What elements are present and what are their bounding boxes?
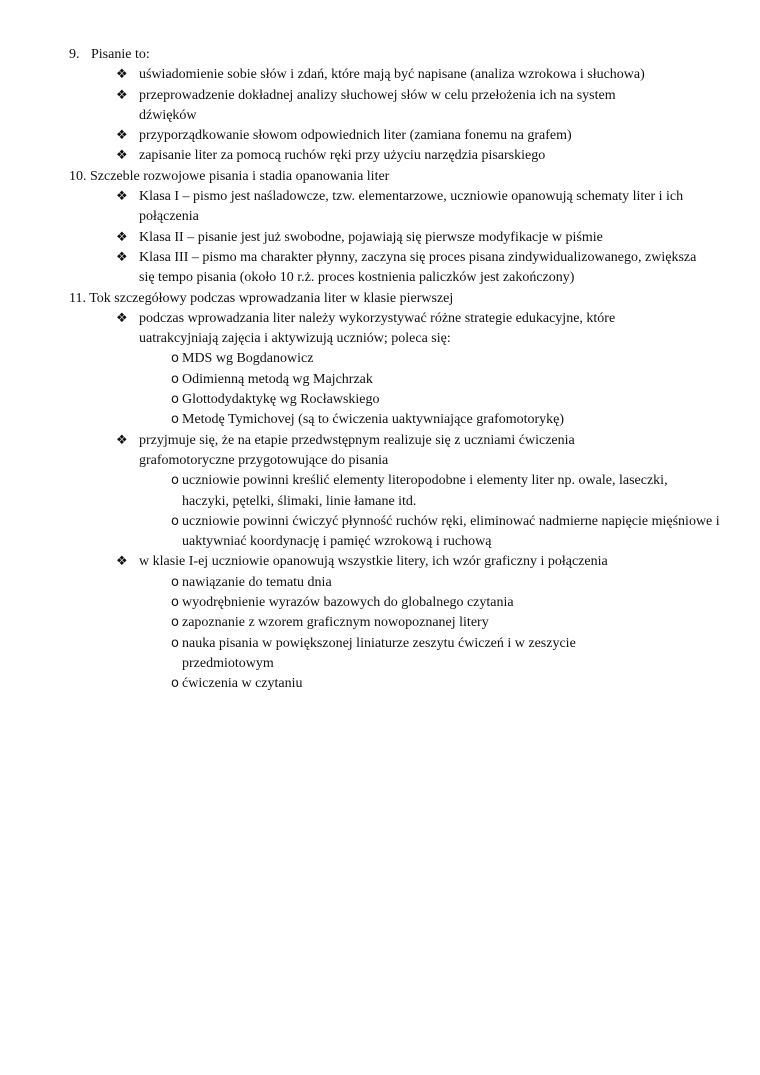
diamond-bullet-icon: ❖	[116, 554, 128, 570]
section-9	[0, 45, 760, 65]
section-title	[0, 289, 760, 309]
circle-bullet-icon: o	[171, 371, 179, 387]
sub-list-item-text: Glottodydaktykę wg Rocławskiego	[182, 392, 380, 408]
diamond-bullet-icon: ❖	[116, 148, 128, 164]
diamond-bullet-icon: ❖	[116, 229, 128, 245]
document-body	[0, 45, 760, 695]
list-item	[0, 65, 760, 85]
list-item	[0, 146, 760, 166]
list-item	[0, 552, 760, 572]
circle-bullet-icon: o	[171, 473, 179, 489]
diamond-bullet-icon: ❖	[116, 128, 128, 144]
list-item	[0, 431, 760, 472]
list-item-text: przyjmuje się, że na etapie przedwstępnym realizuje się z uczniami ćwiczenia grafomotoryczne przygotowujące do pisania	[139, 432, 575, 468]
sub-list-item-text: nawiązanie do tematu dnia	[182, 574, 332, 590]
circle-bullet-icon: o	[171, 595, 179, 611]
sub-list-item	[0, 370, 760, 390]
sub-list-item-text: Odimienną metodą wg Majchrzak	[182, 371, 373, 387]
diamond-bullet-icon: ❖	[116, 310, 128, 326]
list-item-text: przeprowadzenie dokładnej analizy słuchowej słów w celu przełożenia ich na system dźwięków	[139, 87, 616, 123]
sub-list-item-text: ćwiczenia w czytaniu	[182, 676, 303, 692]
section-number: 11.	[69, 290, 86, 306]
sub-list-item-text: uczniowie powinni ćwiczyć płynność ruchów ręki, eliminować nadmierne napięcie mięśniowe i uaktywniać koordynację i pamięć wzrokową i ruchową	[182, 513, 720, 550]
section-title-text: Szczeble rozwojowe pisania i stadia opanowania liter	[90, 168, 390, 184]
list-item-text: Klasa III – pismo ma charakter płynny, zaczyna się proces pisana zindywidualizowanego, zwiększa się tempo pisania (około 10 r.ż. proces kostnienia paliczków jest zakończony)	[139, 249, 697, 286]
diamond-bullet-icon: ❖	[116, 189, 128, 205]
section-11	[0, 289, 760, 309]
circle-bullet-icon: o	[171, 513, 179, 529]
circle-bullet-icon: o	[171, 615, 179, 631]
section-number: 9.	[69, 47, 80, 62]
sub-list-item-text: MDS wg Bogdanowicz	[182, 351, 314, 367]
sub-list-item	[0, 613, 760, 633]
diamond-bullet-icon: ❖	[116, 432, 128, 448]
section-title-text: Tok szczegółowy podczas wprowadzania liter w klasie pierwszej	[89, 290, 454, 306]
list-item	[0, 228, 760, 248]
sub-list-item	[0, 410, 760, 430]
list-item	[0, 309, 760, 350]
list-item	[0, 248, 760, 289]
list-item-text: podczas wprowadzania liter należy wykorzystywać różne strategie edukacyjne, które uatrakcyjniają zajęcia i aktywizują uczniów; poleca się:	[139, 310, 616, 347]
sub-list-item-text: zapoznanie z wzorem graficznym nowopoznanej litery	[182, 615, 489, 631]
list-item	[0, 187, 760, 228]
sub-list-item-text: nauka pisania w powiększonej liniaturze zeszytu ćwiczeń i w zeszycie przedmiotowym	[182, 635, 576, 671]
list-item-text: przyporządkowanie słowom odpowiednich liter (zamiana fonemu na grafem)	[139, 128, 572, 144]
sub-list-item-text: Metodę Tymichovej (są to ćwiczenia uaktywniające grafomotorykę)	[182, 412, 565, 428]
diamond-bullet-icon: ❖	[116, 249, 128, 265]
sub-list-item	[0, 573, 760, 593]
list-item-text: zapisanie liter za pomocą ruchów ręki przy użyciu narzędzia pisarskiego	[139, 148, 546, 164]
sub-list-item	[0, 674, 760, 694]
list-item-text: Klasa II – pisanie jest już swobodne, pojawiają się pierwsze modyfikacje w piśmie	[139, 229, 603, 245]
sub-list-item	[0, 349, 760, 369]
sub-list-item	[0, 593, 760, 613]
sub-list-item	[0, 634, 760, 675]
diamond-bullet-icon: ❖	[116, 87, 128, 103]
circle-bullet-icon: o	[171, 351, 179, 367]
sub-list-item-text: uczniowie powinni kreślić elementy literopodobne i elementy liter np. owale, laseczki, haczyki, pętelki, ślimaki, linie łamane itd.	[182, 473, 668, 509]
sub-list-item	[0, 512, 760, 553]
circle-bullet-icon: o	[171, 676, 179, 692]
section-number: 10.	[69, 168, 87, 184]
list-item-text: Klasa I – pismo jest naśladowcze, tzw. elementarzowe, uczniowie opanowują schematy liter i ich połączenia	[139, 189, 684, 225]
circle-bullet-icon: o	[171, 574, 179, 590]
section-10	[0, 167, 760, 187]
list-item-text: uświadomienie sobie słów i zdań, które mają być napisane (analiza wzrokowa i słuchowa)	[139, 67, 645, 83]
diamond-bullet-icon: ❖	[116, 67, 128, 83]
section-title	[0, 167, 760, 187]
sub-list-item	[0, 471, 760, 512]
circle-bullet-icon: o	[171, 635, 179, 651]
sub-list-item	[0, 390, 760, 410]
sub-list-item-text: wyodrębnienie wyrazów bazowych do globalnego czytania	[182, 595, 514, 611]
circle-bullet-icon: o	[171, 392, 179, 408]
list-item-text: w klasie I-ej uczniowie opanowują wszystkie litery, ich wzór graficzny i połączenia	[139, 554, 608, 570]
list-item	[0, 126, 760, 146]
section-title: Pisanie to:	[91, 47, 150, 62]
list-item	[0, 86, 760, 127]
circle-bullet-icon: o	[171, 412, 179, 428]
